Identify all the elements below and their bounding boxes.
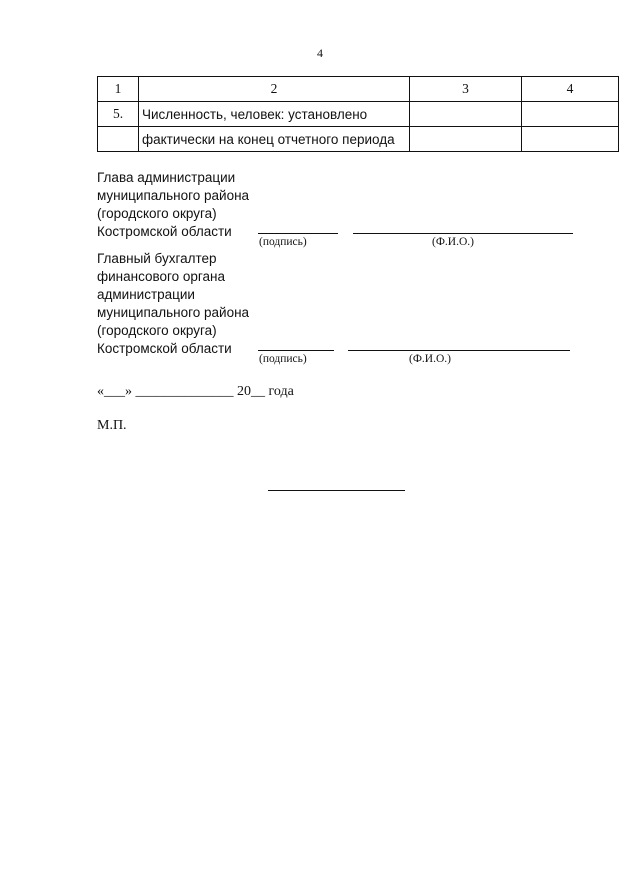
value-cell [410, 102, 522, 127]
table-row [98, 102, 619, 127]
signatory-title-line: Костромской области [97, 224, 232, 239]
report-table [97, 76, 619, 152]
signature-block-accountant [97, 250, 249, 358]
signature-block-head [97, 169, 249, 241]
header-cell: 3 [410, 77, 522, 102]
row-label-cell: фактически на конец отчетного периода [139, 127, 410, 152]
signatory-title-line: муниципального района [97, 188, 250, 203]
signatory-title-line: (городского округа) [97, 323, 217, 338]
end-divider [268, 490, 405, 491]
signatory-title-line: муниципального района [97, 305, 250, 320]
signatory-title-line: Костромской области [97, 341, 232, 356]
value-cell [522, 102, 619, 127]
name-caption: (Ф.И.О.) [432, 236, 474, 248]
signatory-title-line: финансового органа [97, 269, 226, 284]
signatory-title-line: администрации [97, 287, 195, 302]
row-number-cell: 5. [98, 102, 139, 127]
table-row [98, 127, 619, 152]
signatory-title-line: Глава администрации [97, 170, 236, 185]
signatory-title-line: (городского округа) [97, 206, 217, 221]
header-cell: 1 [98, 77, 139, 102]
name-line [353, 233, 573, 234]
value-cell [410, 127, 522, 152]
row-number-cell [98, 127, 139, 152]
signature-caption: (подпись) [259, 353, 307, 365]
header-cell: 4 [522, 77, 619, 102]
header-cell: 2 [139, 77, 410, 102]
name-caption: (Ф.И.О.) [409, 353, 451, 365]
signature-line [258, 233, 338, 234]
stamp-placeholder: М.П. [97, 418, 127, 433]
name-line [348, 350, 570, 351]
date-line: «___» ______________ 20__ года [97, 384, 294, 399]
signatory-title-line: Главный бухгалтер [97, 251, 217, 266]
value-cell [522, 127, 619, 152]
page-number: 4 [317, 46, 323, 60]
signature-line [258, 350, 334, 351]
table-header-row [98, 77, 619, 102]
signature-caption: (подпись) [259, 236, 307, 248]
row-label-cell: Численность, человек: установлено [139, 102, 410, 127]
